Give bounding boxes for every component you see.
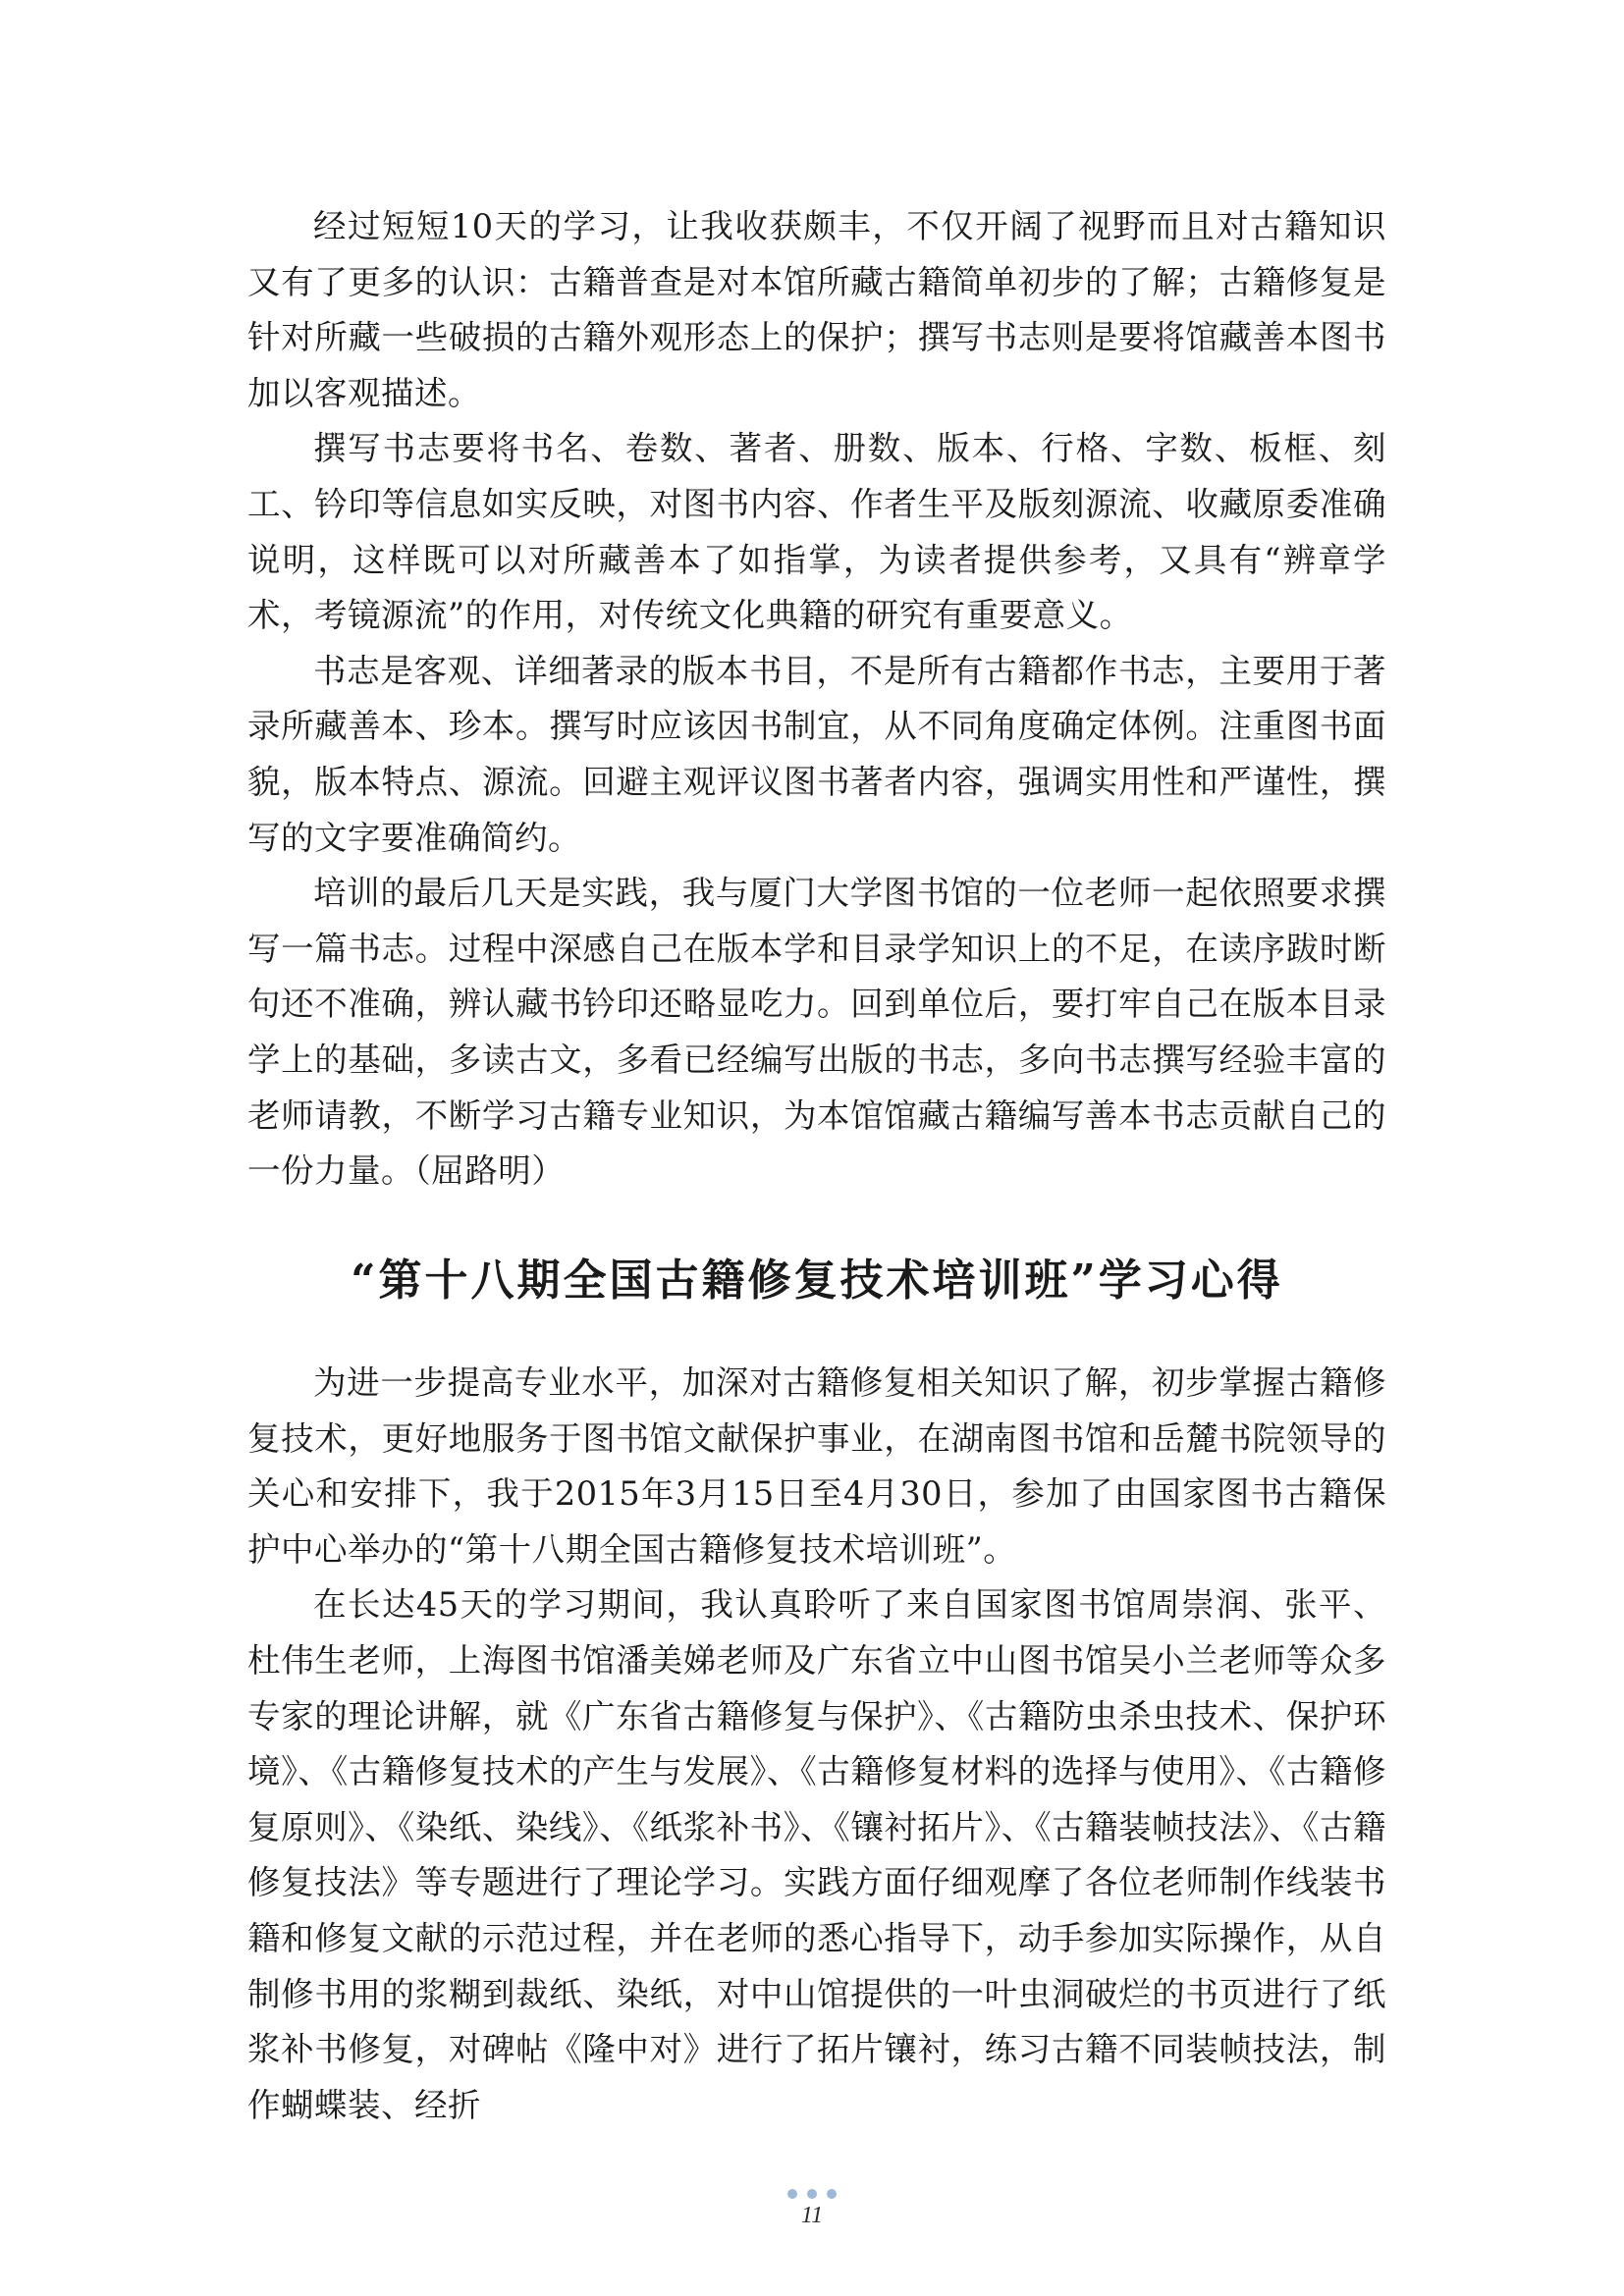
dot-icon <box>807 2189 817 2199</box>
dot-icon <box>827 2189 837 2199</box>
dot-icon <box>787 2189 797 2199</box>
page-number: 11 <box>800 2203 824 2228</box>
paragraph: 为进一步提高专业水平，加深对古籍修复相关知识了解，初步掌握古籍修复技术，更好地服务于图书馆文献保护事业，在湖南图书馆和岳麓书院领导的关心和安排下，我于2015年3月15日至4月30日，参加了由国家图书古籍保护中心举办的“第十八期全国古籍修复技术培训班”。 <box>247 1363 1386 1569</box>
article2-title: “第十八期全国古籍修复技术培训班”学习心得 <box>351 1255 1283 1306</box>
decorative-dots <box>763 2189 861 2201</box>
article2-body <box>247 1356 1386 2133</box>
page-footer <box>763 2189 861 2229</box>
paragraph: 撰写书志要将书名、卷数、著者、册数、版本、行格、字数、板框、刻工、钤印等信息如实反映，对图书内容、作者生平及版刻源流、收藏原委准确说明，这样既可以对所藏善本了如指掌，为读者提供参考，又具有“辨章学术，考镜源流”的作用，对传统文化典籍的研究有重要意义。 <box>247 429 1386 635</box>
paragraph: 培训的最后几天是实践，我与厦门大学图书馆的一位老师一起依照要求撰写一篇书志。过程中深感自己在版本学和目录学知识上的不足，在读序跋时断句还不准确，辨认藏书钤印还略显吃力。回到单位后，要打牢自己在版本目录学上的基础，多读古文，多看已经编写出版的书志，多向书志撰写经验丰富的老师请教，不断学习古籍专业知识，为本馆馆藏古籍编写善本书志贡献自己的一份力量。（屈路明） <box>247 874 1386 1191</box>
paragraph: 在长达45天的学习期间，我认真聆听了来自国家图书馆周崇润、张平、杜伟生老师，上海图书馆潘美娣老师及广东省立中山图书馆吴小兰老师等众多专家的理论讲解，就《广东省古籍修复与保护》、《古籍防虫杀虫技术、保护环境》、《古籍修复技术的产生与发展》、《古籍修复材料的选择与使用》、《古籍修复原则》、《染纸、染线》、《纸浆补书》、《镶衬拓片》、《古籍装帧技法》、《古籍修复技法》等专题进行了理论学习。实践方面仔细观摩了各位老师制作线装书籍和修复文献的示范过程，并在老师的悉心指导下，动手参加实际操作，从自制修书用的浆糊到裁纸、染纸，对中山馆提供的一叶虫洞破烂的书页进行了纸浆补书修复，对碑帖《隆中对》进行了拓片镶衬，练习古籍不同装帧技法，制作蝴蝶装、经折 <box>247 1585 1386 2124</box>
paragraph: 经过短短10天的学习，让我收获颇丰，不仅开阔了视野而且对古籍知识又有了更多的认识：古籍普查是对本馆所藏古籍简单初步的了解；古籍修复是针对所藏一些破损的古籍外观形态上的保护；撰写书志则是要将馆藏善本图书加以客观描述。 <box>247 207 1386 412</box>
paragraph: 书志是客观、详细著录的版本书目，不是所有古籍都作书志，主要用于著录所藏善本、珍本。撰写时应该因书制宜，从不同角度确定体例。注重图书面貌，版本特点、源流。回避主观评议图书著者内容，强调实用性和严谨性，撰写的文字要准确简约。 <box>247 651 1386 857</box>
article1-body <box>247 199 1386 1200</box>
